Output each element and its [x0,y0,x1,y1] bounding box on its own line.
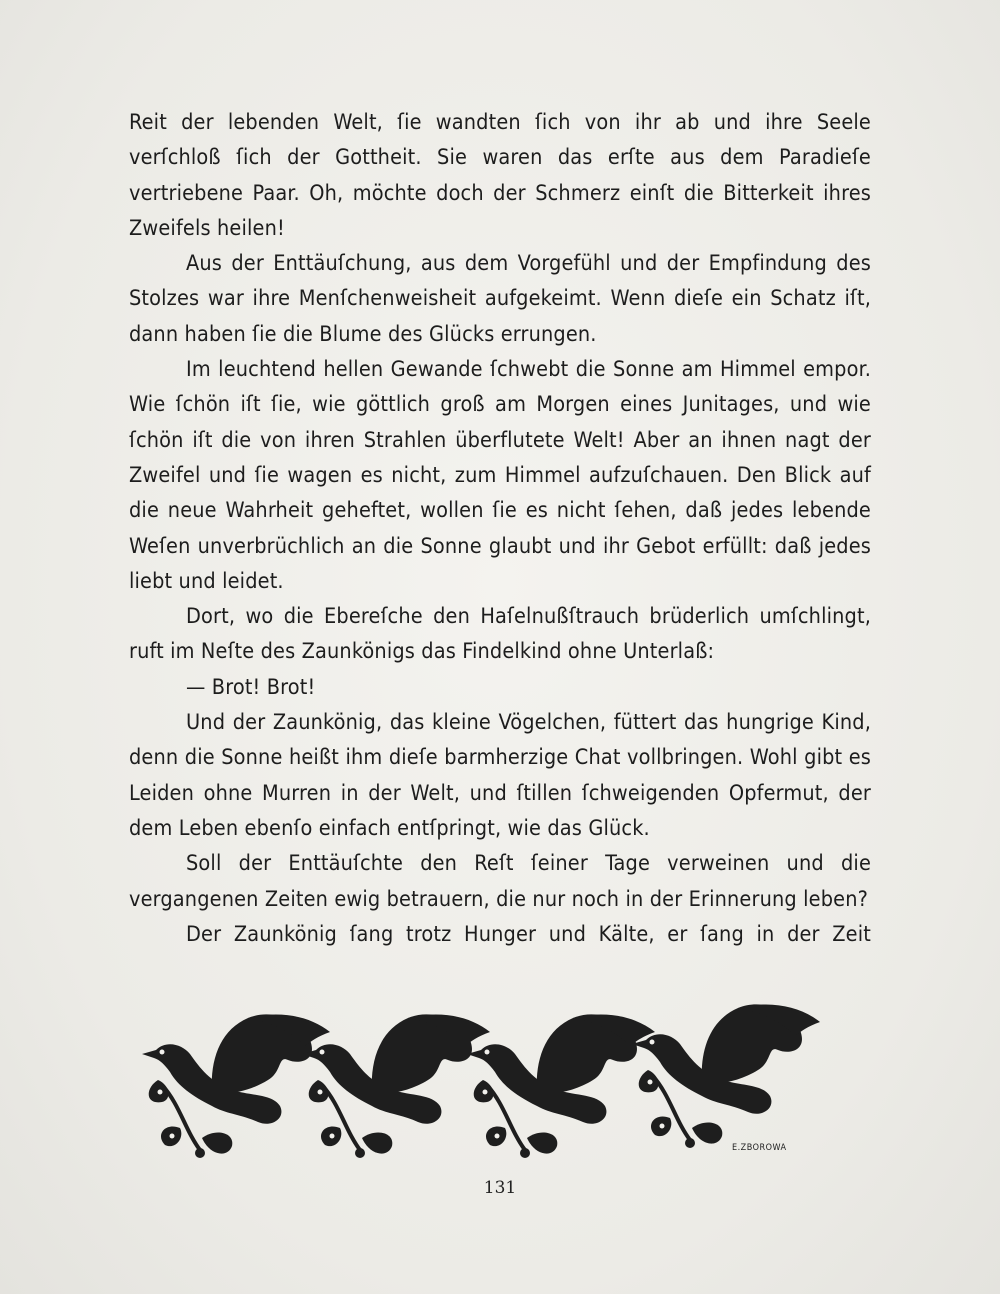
paragraph-8: Der Zaunkönig ſang trotz Hunger und Kälte, er ſang in der Zeit [186,921,871,947]
body-text [129,105,871,952]
paragraph-3: Im leuchtend hellen Gewande ſchwebt die Sonne am Himmel empor. Wie ſchön iſt ſie, wie göttlich groß am Morgen eines Junitages, und wie ſchön iſt die von ihren Strahlen überflutete Welt! Aber an ihnen nagt der Zweifel und ſie wagen es nicht, zum Himmel aufzuſchauen. Den Blick auf die neue Wahrheit geheftet, wollen ſie es nicht ſehen, daß jedes lebende Weſen unverbrüchlich an die Sonne glaubt und ihr Gebot erfüllt: daß jedes liebt und leidet. [129,357,871,594]
paragraph-1: Reit der lebenden Welt, ſie wandten ſich von ihr ab und ihre Seele verſchloß ſich der Gottheit. Sie waren das erſte aus dem Paradieſe vertriebene Paar. Oh, möchte doch der Schmerz einſt die Bitterkeit ihres Zweifels heilen! [129,110,871,241]
paragraph-4: Dort, wo die Ebereſche den Haſelnußſtrauch brüderlich umſchlingt, ruft im Neſte des Zaunkönigs das Findelkind ohne Unterlaß: [129,604,871,665]
paragraph-6: Und der Zaunkönig, das kleine Vögelchen, füttert das hungrige Kind, denn die Sonne heißt ihm dieſe barmherzige Chat vollbringen. Wohl gibt es Leiden ohne Murren in der Welt, und ſtillen ſchweigenden Opfermut, der dem Leben ebenſo einfach entſpringt, wie das Glück. [129,710,871,841]
paragraph-2: Aus der Enttäuſchung, aus dem Vorgefühl und der Empfindung des Stolzes war ihre Menſchenweisheit aufgekeimt. Wenn dieſe ein Schatz iſt, dann haben ſie die Blume des Glücks errungen. [129,251,871,347]
page-number: 131 [483,1178,517,1198]
paragraph-5: — Brot! Brot! [186,674,316,700]
illustrator-signature: E.ZBOROWA [732,1143,787,1153]
paragraph-7: Soll der Enttäuſchte den Reſt ſeiner Tage verweinen und die vergangenen Zeiten ewig betrauern, die nur noch in der Erinnerung leben? [129,851,871,912]
